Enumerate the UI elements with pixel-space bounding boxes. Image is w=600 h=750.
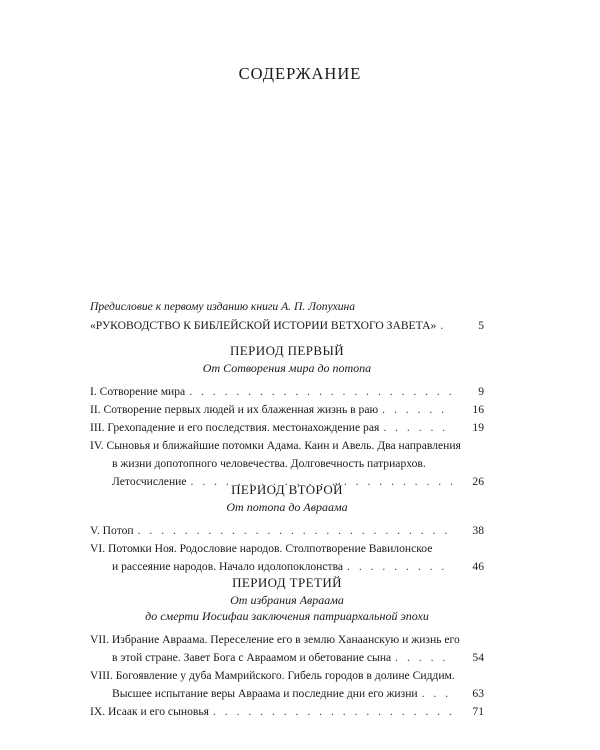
leader-dots [213,703,452,721]
toc-page-number: 38 [472,524,484,537]
toc-entry-text: Высшее испытание веры Авраама и последние дни его жизни [112,687,418,700]
period-subtitle: От потопа до Авраама [226,500,348,514]
toc-entry-text: Летосчисление [112,475,187,488]
page-title: СОДЕРЖАНИЕ [238,64,362,83]
toc-entry-preface[interactable] [90,317,484,335]
period-section-3 [90,575,484,721]
toc-entry-text: VI. Потомки Ноя. Родословие народов. Столпотворение Вавилонское [90,542,433,555]
toc-page-number: 16 [472,403,484,416]
leader-dots [347,558,452,576]
period-subtitle: От Сотворения мира до потопа [202,361,372,375]
toc-page-number: 54 [472,651,484,664]
toc-entry-text: I. Сотворение мира [90,385,186,398]
toc-entry-text: «РУКОВОДСТВО К БИБЛЕЙСКОЙ ИСТОРИИ ВЕТХОГО ЗАВЕТА» [90,319,437,332]
leader-dots [382,401,452,419]
preface-block [90,298,484,335]
toc-entry-text: и рассеяние народов. Начало идолопоклонства [112,560,344,573]
period-subtitle-continued: до смерти Иосифаи заключения патриархальной эпохи [145,609,429,623]
toc-entry[interactable] [90,703,484,721]
toc-entry-text: IX. Исаак и его сыновья [90,705,209,718]
preface-caption: Предисловие к первому изданию книги А. П. Лопухина [90,300,356,313]
toc-entry[interactable] [90,401,484,419]
toc-entry[interactable] [90,419,484,437]
toc-entry-text: IV. Сыновья и ближайшие потомки Адама. Каин и Авель. Два направления [90,439,461,452]
toc-page-number: 26 [472,475,484,488]
period-section-1 [90,343,484,491]
toc-entry-text: VIII. Богоявление у дуба Мамрийского. Гибель городов в долине Сиддим. [90,669,455,682]
leader-dots [189,383,452,401]
toc-entry-text: в этой стране. Завет Бога с Авраамом и обетование сына [112,651,392,664]
toc-page-number: 9 [478,385,484,398]
toc-entry-text: в жизни допотопного человечества. Долговечность патриархов. [112,457,426,470]
period-title: ПЕРИОД ВТОРОЙ [231,482,343,497]
period-section-2 [90,482,484,576]
toc-entry-text: V. Потоп [90,524,134,537]
toc-entry[interactable] [90,667,484,703]
period-subtitle: От избрания Авраама [230,593,344,607]
toc-entry-text: VII. Избрание Авраама. Переселение его в землю Ханаанскую и жизнь его [90,633,460,646]
period-title: ПЕРИОД ПЕРВЫЙ [230,343,344,358]
toc-entry[interactable] [90,540,484,576]
toc-entry-text: II. Сотворение первых людей и их блаженная жизнь в раю [90,403,379,416]
leader-dots [138,522,452,540]
toc-entry[interactable] [90,522,484,540]
toc-page-number: 46 [472,560,484,573]
leader-dots [422,685,452,703]
leader-dots [383,419,452,437]
period-title: ПЕРИОД ТРЕТИЙ [232,575,342,590]
toc-entry[interactable] [90,631,484,667]
toc-entry-text: III. Грехопадение и его последствия. местонахождение рая [90,421,380,434]
leader-dots [440,317,452,335]
toc-page-number: 5 [478,319,484,332]
toc-entry[interactable] [90,383,484,401]
toc-page-number: 71 [472,705,484,718]
toc-page-number: 63 [472,687,484,700]
toc-page-number: 19 [472,421,484,434]
leader-dots [395,649,452,667]
